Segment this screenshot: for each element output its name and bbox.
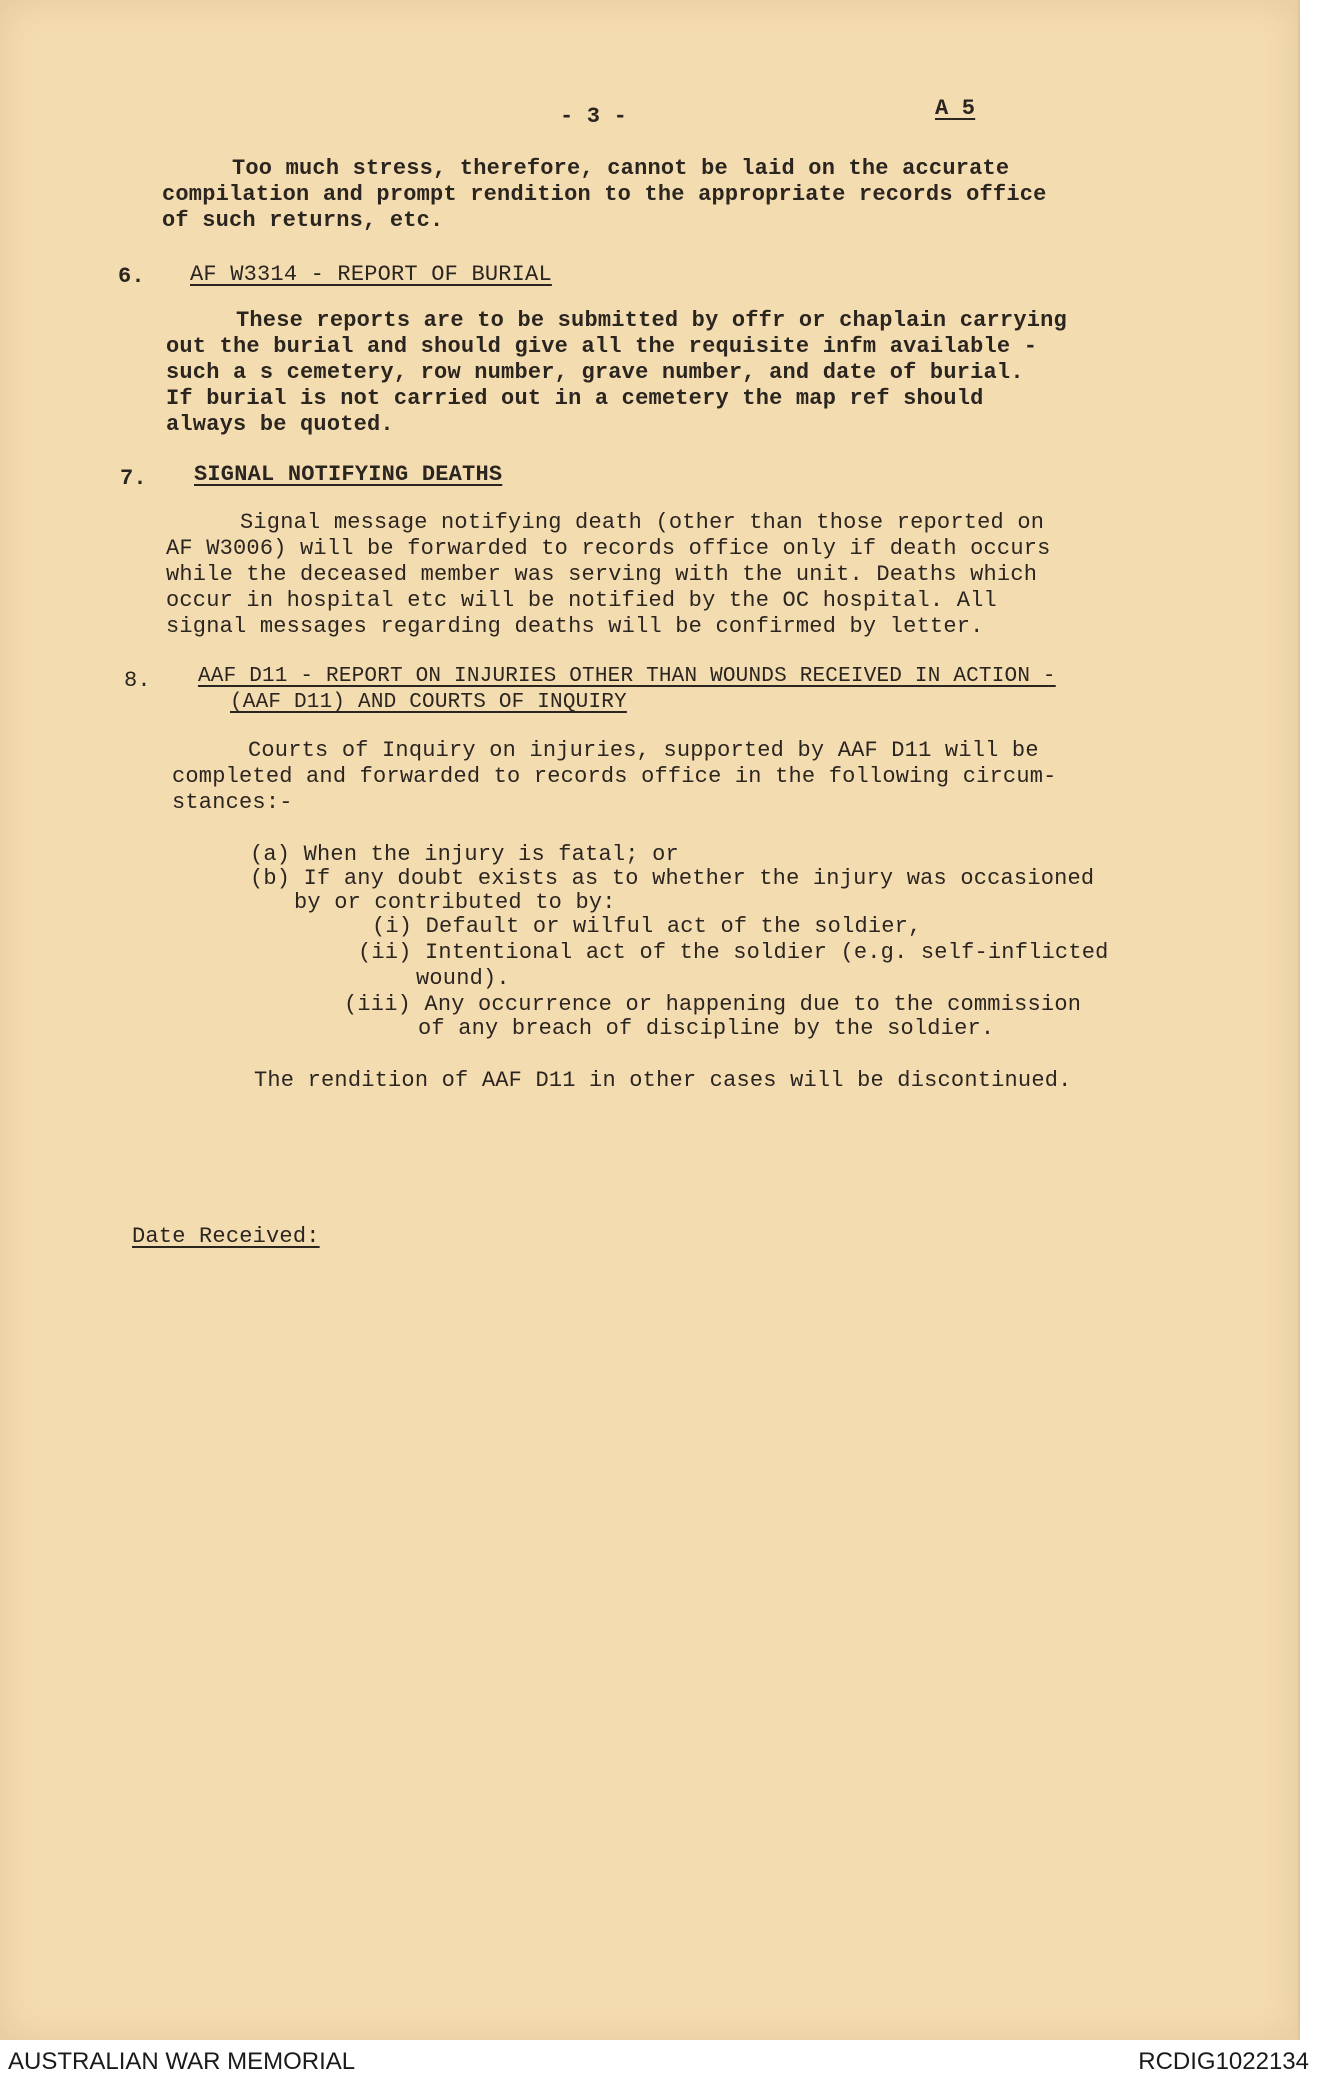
section-6-line: out the burial and should give all the requisite infm available - <box>166 334 1038 359</box>
intro-line: of such returns, etc. <box>162 208 444 233</box>
section-8-line: Courts of Inquiry on injuries, supported by AAF D11 will be <box>248 738 1039 763</box>
section-7-number: 7. <box>120 466 147 491</box>
section-8-heading: AAF D11 - REPORT ON INJURIES OTHER THAN WOUNDS RECEIVED IN ACTION - <box>198 665 1056 688</box>
section-7-heading: SIGNAL NOTIFYING DEATHS <box>194 462 503 487</box>
section-7-line: AF W3006) will be forwarded to records office only if death occurs <box>166 536 1051 561</box>
section-6-line: such a s cemetery, row number, grave number, and date of burial. <box>166 360 1024 385</box>
intro-line: compilation and prompt rendition to the appropriate records office <box>162 182 1047 207</box>
document-ref: A 5 <box>935 96 976 121</box>
section-7-line: while the deceased member was serving with the unit. Deaths which <box>166 562 1038 587</box>
section-7-line: Signal message notifying death (other than those reported on <box>240 510 1045 535</box>
section-6-line: always be quoted. <box>166 412 394 437</box>
section-6-line: If burial is not carried out in a cemetery the map ref should <box>166 386 984 411</box>
list-item: by or contributed to by: <box>294 890 616 915</box>
footer-catalog-id: RCDIG1022134 <box>1138 2048 1309 2075</box>
archive-footer <box>0 2040 1321 2082</box>
section-6-number: 6. <box>118 264 145 289</box>
section-7-line: signal messages regarding deaths will be confirmed by letter. <box>166 614 984 639</box>
list-subitem: of any breach of discipline by the soldier. <box>418 1016 995 1041</box>
page-number: - 3 - <box>560 104 628 129</box>
section-8-number: 8. <box>124 668 151 693</box>
section-8-heading-cont: (AAF D11) AND COURTS OF INQUIRY <box>230 691 627 714</box>
section-6-line: These reports are to be submitted by offr or chaplain carrying <box>236 308 1067 333</box>
section-7-line: occur in hospital etc will be notified by the OC hospital. All <box>166 588 997 613</box>
section-6-heading: AF W3314 - REPORT OF BURIAL <box>190 262 552 287</box>
list-item: (b) If any doubt exists as to whether the injury was occasioned <box>250 866 1095 891</box>
intro-line: Too much stress, therefore, cannot be laid on the accurate <box>232 156 1010 181</box>
section-8-line: stances:- <box>172 790 293 815</box>
footer-institution: AUSTRALIAN WAR MEMORIAL <box>8 2048 356 2075</box>
list-subitem: (i) Default or wilful act of the soldier, <box>372 914 922 939</box>
section-8-line: completed and forwarded to records office in the following circum- <box>172 764 1057 789</box>
list-item: (a) When the injury is fatal; or <box>250 842 679 867</box>
list-subitem: (ii) Intentional act of the soldier (e.g. self-inflicted <box>358 940 1109 965</box>
list-subitem: wound). <box>416 966 510 991</box>
section-8-closing: The rendition of AAF D11 in other cases will be discontinued. <box>254 1068 1072 1093</box>
date-received-label: Date Received: <box>132 1224 320 1249</box>
list-subitem: (iii) Any occurrence or happening due to the commission <box>344 992 1082 1017</box>
